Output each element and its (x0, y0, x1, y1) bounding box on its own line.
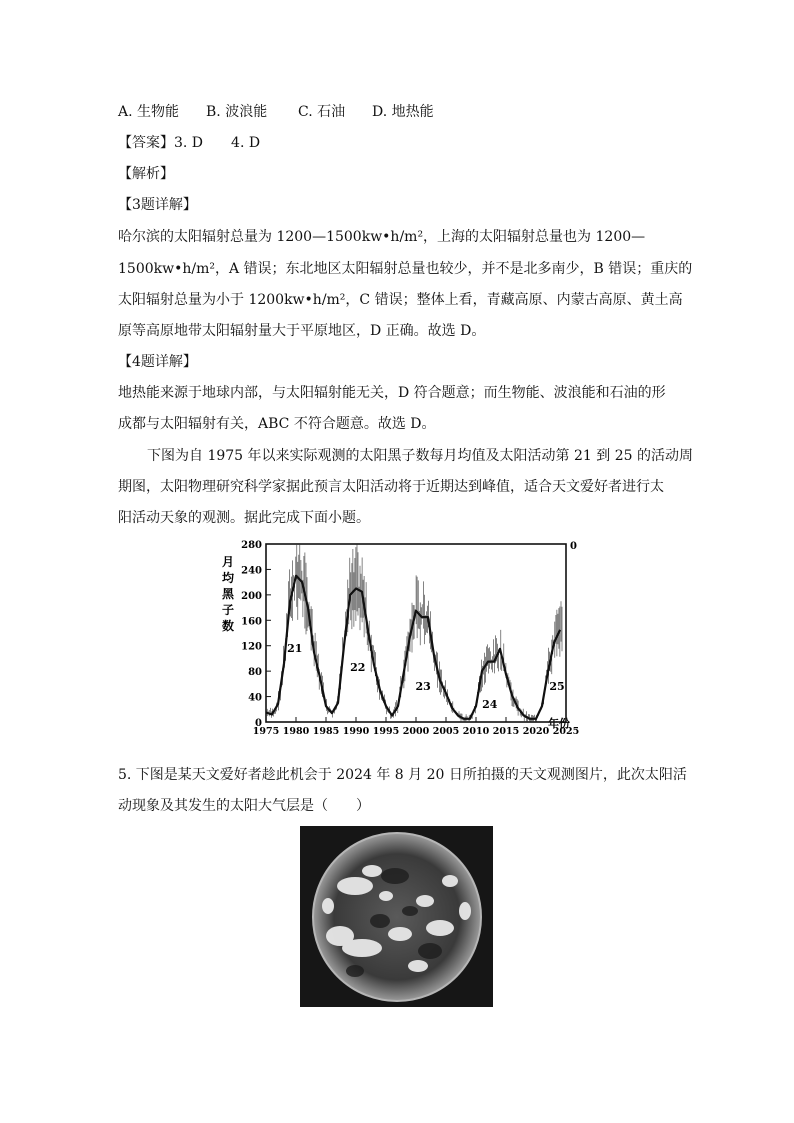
q4-heading: 【4题详解】 (118, 354, 197, 370)
x-tick-label: 1990 (342, 726, 370, 737)
question-5-line: 5. 下图是某天文爱好者趁此机会于 2024 年 8 月 20 日所拍摄的天文观测图片，此次太阳活 (118, 767, 687, 783)
option-c: C. 石油 (298, 104, 346, 120)
x-tick-label: 1975 (252, 726, 280, 737)
y-tick-label: 200 (241, 590, 262, 602)
x-axis-title: 年份 (548, 717, 570, 730)
q3-explanation-line: 原等高原地带太阳辐射量大于平原地区，D 正确。故选 D。 (118, 323, 486, 339)
y-axis-title-char: 月 (221, 555, 235, 569)
y-tick-label: 160 (241, 616, 262, 628)
sun-observation-photo (300, 826, 493, 1007)
y-axis-title-char: 黑 (221, 587, 235, 601)
intro-line: 期图，太阳物理研究科学家据此预言太阳活动将于近期达到峰值，适合天文爱好者进行太 (118, 479, 664, 495)
x-tick-label: 1980 (282, 726, 310, 737)
analysis-heading: 【解析】 (118, 166, 174, 182)
answer-options (118, 102, 434, 122)
cycle-label: 21 (287, 642, 303, 656)
intro-line: 下图为自 1975 年以来实际观测的太阳黑子数每月均值及太阳活动第 21 到 25 的活动周 (147, 448, 693, 464)
sunspot-chart (218, 536, 588, 742)
y-tick-label: 280 (241, 540, 262, 551)
y-tick-label: 120 (241, 641, 262, 653)
option-a: A. 生物能 (118, 104, 180, 120)
q3-heading: 【3题详解】 (118, 197, 197, 213)
y-tick-label: 80 (248, 667, 262, 679)
answer-line: 【答案】3. D 4. D (118, 135, 261, 151)
y-axis-title (222, 555, 235, 633)
intro-line: 阳活动天象的观测。据此完成下面小题。 (118, 510, 370, 526)
x-tick-label: 2000 (402, 726, 430, 737)
cycle-label: 22 (350, 661, 366, 675)
q3-explanation-line: 1500kw•h/m²，A 错误；东北地区太阳辐射总量也较少，并不是北多南少，B 错误；重庆的 (118, 261, 693, 277)
x-tick-label: 2005 (432, 726, 460, 737)
option-b: B. 波浪能 (206, 104, 268, 120)
cycle-label: 23 (415, 680, 431, 694)
cycle-label: 25 (549, 680, 565, 694)
x-tick-label: 2020 (522, 726, 550, 737)
option-d: D. 地热能 (372, 104, 434, 120)
y-tick-label: 40 (248, 692, 262, 704)
cycle-label: 24 (482, 698, 498, 712)
q3-explanation-line: 哈尔滨的太阳辐射总量为 1200—1500kw•h/m²，上海的太阳辐射总量也为 1200— (118, 229, 646, 245)
y-axis-title-char: 数 (221, 619, 235, 633)
y-tick-label: 0 (255, 718, 262, 729)
right-axis-tick: 0 (570, 541, 577, 552)
q4-explanation-line: 成都与太阳辐射有关，ABC 不符合题意。故选 D。 (118, 416, 436, 432)
x-tick-label: 2015 (492, 726, 520, 737)
x-tick-label: 2025 (552, 726, 580, 737)
y-axis-title-char: 子 (221, 603, 235, 617)
q3-explanation-line: 太阳辐射总量为小于 1200kw•h/m²，C 错误；整体上看，青藏高原、内蒙古高原、黄土高 (118, 292, 683, 308)
x-tick-label: 2010 (462, 726, 490, 737)
x-tick-label: 1985 (312, 726, 340, 737)
x-tick-label: 1995 (372, 726, 400, 737)
q4-explanation-line: 地热能来源于地球内部，与太阳辐射能无关，D 符合题意；而生物能、波浪能和石油的形 (118, 385, 666, 401)
y-tick-label: 240 (241, 565, 262, 577)
y-axis-title-char: 均 (221, 571, 235, 585)
question-5-line: 动现象及其发生的太阳大气层是（ ） (118, 798, 370, 814)
